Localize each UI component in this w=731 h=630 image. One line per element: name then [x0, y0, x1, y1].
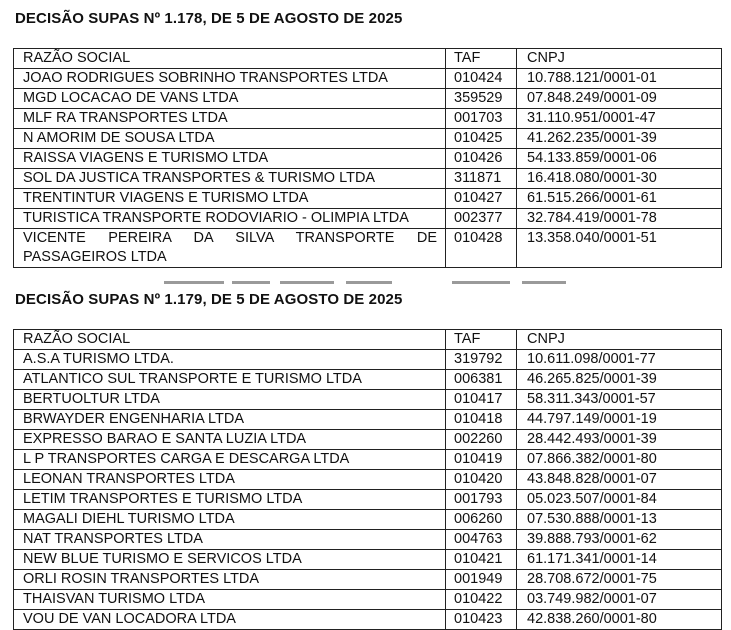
taf-code: 010423 [446, 610, 517, 630]
company-name: TRENTINTUR VIAGENS E TURISMO LTDA [14, 189, 446, 209]
table-row [14, 350, 722, 370]
taf-code: 001703 [446, 109, 517, 129]
header-taf: TAF [446, 49, 517, 69]
table-row [14, 69, 722, 89]
company-name: SOL DA JUSTICA TRANSPORTES & TURISMO LTDA [14, 169, 446, 189]
taf-code: 010417 [446, 390, 517, 410]
company-name: MAGALI DIEHL TURISMO LTDA [14, 510, 446, 530]
table-row [14, 390, 722, 410]
company-name: A.S.A TURISMO LTDA. [14, 350, 446, 370]
cnpj-number: 44.797.149/0001-19 [517, 410, 722, 430]
company-name: TURISTICA TRANSPORTE RODOVIARIO - OLIMPIA LTDA [14, 209, 446, 229]
table-row [14, 450, 722, 470]
table-row [14, 169, 722, 189]
taf-code: 010421 [446, 550, 517, 570]
table-row [14, 570, 722, 590]
taf-code: 006381 [446, 370, 517, 390]
taf-code: 010425 [446, 129, 517, 149]
cnpj-number: 46.265.825/0001-39 [517, 370, 722, 390]
decision-table-1179 [13, 329, 722, 630]
taf-code: 002377 [446, 209, 517, 229]
taf-code: 001949 [446, 570, 517, 590]
taf-code: 010424 [446, 69, 517, 89]
table-header-row [14, 330, 722, 350]
taf-code: 319792 [446, 350, 517, 370]
cnpj-number: 54.133.859/0001-06 [517, 149, 722, 169]
table-row [14, 510, 722, 530]
header-cnpj: CNPJ [517, 330, 722, 350]
cnpj-number: 39.888.793/0001-62 [517, 530, 722, 550]
taf-code: 010426 [446, 149, 517, 169]
table-row [14, 410, 722, 430]
cnpj-number: 07.848.249/0001-09 [517, 89, 722, 109]
taf-code: 006260 [446, 510, 517, 530]
table-row [14, 370, 722, 390]
cnpj-number: 07.866.382/0001-80 [517, 450, 722, 470]
cnpj-number: 31.110.951/0001-47 [517, 109, 722, 129]
cnpj-number: 28.708.672/0001-75 [517, 570, 722, 590]
decision-title-1179: DECISÃO SUPAS Nº 1.179, DE 5 DE AGOSTO DE 2025 [15, 291, 403, 308]
company-name: ATLANTICO SUL TRANSPORTE E TURISMO LTDA [14, 370, 446, 390]
company-name: L P TRANSPORTES CARGA E DESCARGA LTDA [14, 450, 446, 470]
company-name: MGD LOCACAO DE VANS LTDA [14, 89, 446, 109]
company-name: JOAO RODRIGUES SOBRINHO TRANSPORTES LTDA [14, 69, 446, 89]
company-name: THAISVAN TURISMO LTDA [14, 590, 446, 610]
company-name: MLF RA TRANSPORTES LTDA [14, 109, 446, 129]
taf-code: 010418 [446, 410, 517, 430]
header-razao-social: RAZÃO SOCIAL [14, 330, 446, 350]
table-row [14, 430, 722, 450]
taf-code: 010422 [446, 590, 517, 610]
taf-code: 359529 [446, 89, 517, 109]
taf-code: 004763 [446, 530, 517, 550]
cnpj-number: 10.611.098/0001-77 [517, 350, 722, 370]
company-name: BRWAYDER ENGENHARIA LTDA [14, 410, 446, 430]
table-row [14, 209, 722, 229]
table-row [14, 89, 722, 109]
table-row [14, 229, 722, 268]
header-cnpj: CNPJ [517, 49, 722, 69]
table-row [14, 129, 722, 149]
taf-code: 010427 [446, 189, 517, 209]
company-name: RAISSA VIAGENS E TURISMO LTDA [14, 149, 446, 169]
cnpj-number: 41.262.235/0001-39 [517, 129, 722, 149]
table-header-row [14, 49, 722, 69]
table-row [14, 530, 722, 550]
taf-code: 001793 [446, 490, 517, 510]
cnpj-number: 61.171.341/0001-14 [517, 550, 722, 570]
table-row [14, 550, 722, 570]
header-razao-social: RAZÃO SOCIAL [14, 49, 446, 69]
company-name: BERTUOLTUR LTDA [14, 390, 446, 410]
taf-code: 010420 [446, 470, 517, 490]
company-name: LEONAN TRANSPORTES LTDA [14, 470, 446, 490]
cnpj-number: 28.442.493/0001-39 [517, 430, 722, 450]
company-name: VOU DE VAN LOCADORA LTDA [14, 610, 446, 630]
company-name: NAT TRANSPORTES LTDA [14, 530, 446, 550]
cnpj-number: 10.788.121/0001-01 [517, 69, 722, 89]
table-row [14, 490, 722, 510]
cropped-text-remnant [160, 281, 580, 287]
cnpj-number: 07.530.888/0001-13 [517, 510, 722, 530]
cnpj-number: 32.784.419/0001-78 [517, 209, 722, 229]
company-name: EXPRESSO BARAO E SANTA LUZIA LTDA [14, 430, 446, 450]
decision-title-1178: DECISÃO SUPAS Nº 1.178, DE 5 DE AGOSTO DE 2025 [15, 10, 403, 27]
cnpj-number: 13.358.040/0001-51 [517, 229, 722, 268]
table-row [14, 109, 722, 129]
company-name: VICENTE PEREIRA DA SILVA TRANSPORTE DE PASSAGEIROS LTDA [14, 229, 446, 268]
table-row [14, 189, 722, 209]
header-taf: TAF [446, 330, 517, 350]
taf-code: 010428 [446, 229, 517, 268]
table-row [14, 590, 722, 610]
company-name: NEW BLUE TURISMO E SERVICOS LTDA [14, 550, 446, 570]
table-row [14, 149, 722, 169]
cnpj-number: 42.838.260/0001-80 [517, 610, 722, 630]
company-name: LETIM TRANSPORTES E TURISMO LTDA [14, 490, 446, 510]
table-row [14, 470, 722, 490]
cnpj-number: 58.311.343/0001-57 [517, 390, 722, 410]
decision-table-1178 [13, 48, 722, 268]
taf-code: 311871 [446, 169, 517, 189]
company-name: ORLI ROSIN TRANSPORTES LTDA [14, 570, 446, 590]
taf-code: 002260 [446, 430, 517, 450]
cnpj-number: 61.515.266/0001-61 [517, 189, 722, 209]
cnpj-number: 43.848.828/0001-07 [517, 470, 722, 490]
cnpj-number: 03.749.982/0001-07 [517, 590, 722, 610]
company-name: N AMORIM DE SOUSA LTDA [14, 129, 446, 149]
cnpj-number: 16.418.080/0001-30 [517, 169, 722, 189]
cnpj-number: 05.023.507/0001-84 [517, 490, 722, 510]
taf-code: 010419 [446, 450, 517, 470]
table-row [14, 610, 722, 630]
